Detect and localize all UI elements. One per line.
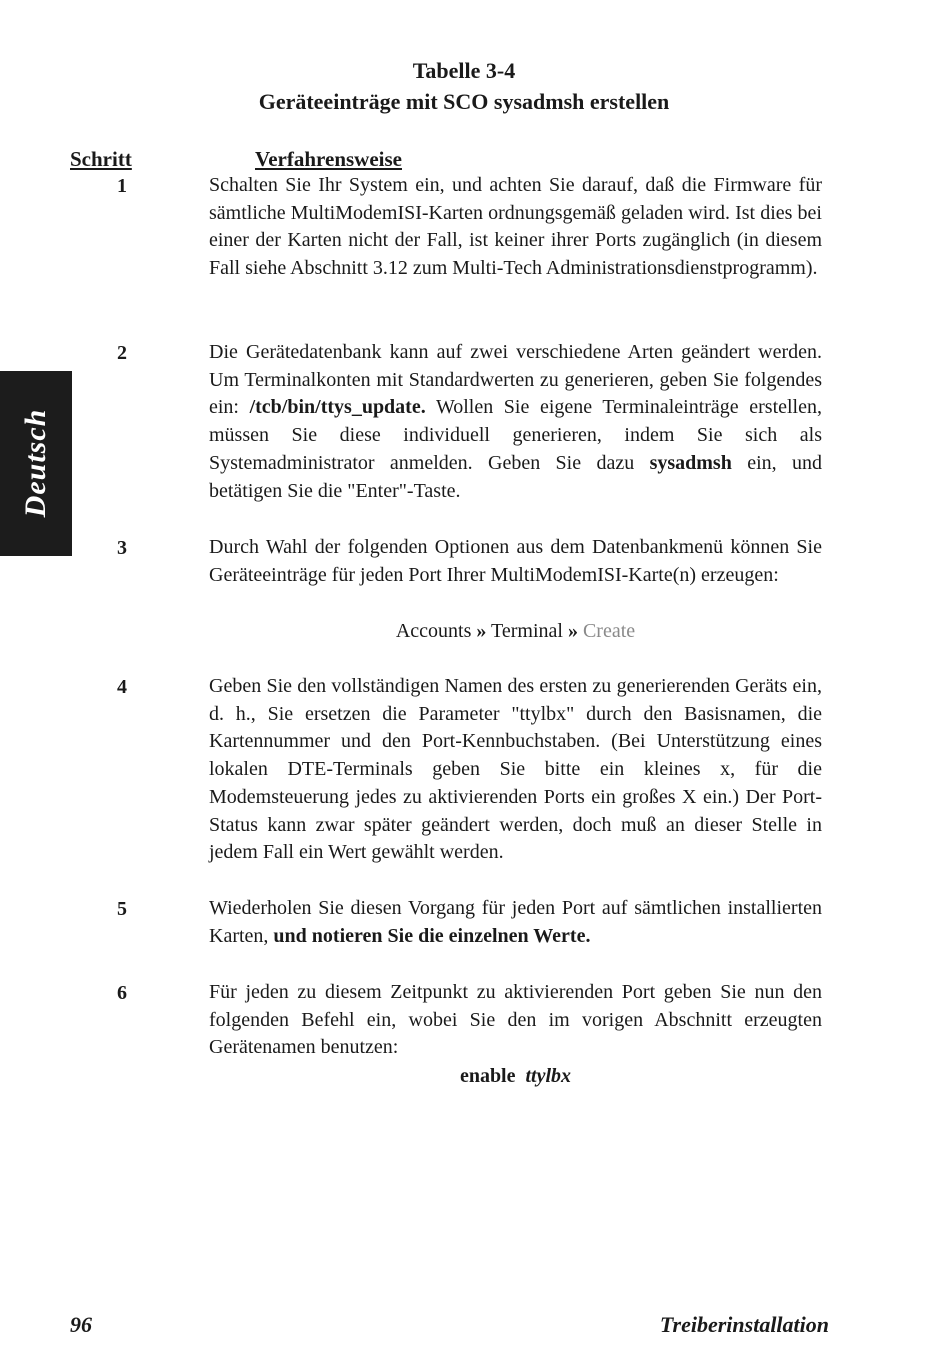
step-text: Geben Sie den vollständigen Namen des ersten zu generierenden Geräts ein, d. h., Sie ersetzen die Parameter "ttylbx" durch den Basisnamen, die Kartennummer und den Port-Kennbuchstaben. (Bei Unterstützung eines lokalen DTE-Terminals geben Sie bitte ein kleines x, für die Modemsteuerung jedes zu aktivierenden Ports ein großes X ein.) Der Port-Status kann zwar später geändert werden, doch muß an dieser Stelle in jedem Fall ein Wert gewählt werden.: [209, 675, 822, 864]
command-enable: enable: [459, 1065, 516, 1087]
step-text-part: Wollen Sie eigene Terminaleinträge erstellen, müssen Sie diese individuell generieren, indem Sie sich als Systemadministrator anmelden. Geben Sie dazu: [209, 396, 822, 474]
step-text-part: ein, und betätigen Sie die "Enter"-Taste.: [209, 451, 822, 502]
command-line: [209, 1062, 822, 1090]
menu-path-separator: »: [567, 620, 578, 642]
step-number: 6: [117, 982, 127, 1004]
step-text: Schalten Sie Ihr System ein, und achten Sie darauf, daß die Firmware für sämtliche MultiModemISI-Karten ordnungsgemäß geladen wird. Ist dies bei einer der Karten nicht der Fall, ist keiner ihrer Ports zugänglich (in diesem Fall siehe Abschnitt 3.12 zum Multi-Tech Administrationsdienstprogramm).: [209, 174, 822, 280]
menu-path-terminal: Terminal: [491, 620, 563, 642]
step-number: 3: [117, 537, 127, 559]
step-number: 4: [117, 676, 127, 698]
step-text-part: Wiederholen Sie diesen Vorgang für jeden Port auf sämtlichen installierten Karten,: [209, 897, 822, 947]
menu-path-separator: »: [476, 620, 487, 642]
step-text-part: Die Gerätedatenbank kann auf zwei verschiedene Arten geändert werden. Um Terminalkonten mit Standardwerten zu generieren, geben Sie folgendes ein:: [209, 341, 822, 419]
step-text: Für jeden zu diesem Zeitpunkt zu aktivierenden Port geben Sie nun den folgenden Befehl ein, wobei Sie den im vorigen Abschnitt erzeugten Gerätenamen benutzen:: [209, 981, 822, 1059]
command-argument: ttylbx: [525, 1065, 572, 1087]
page-number: 96: [70, 1312, 92, 1337]
command-sysadmsh: sysadmsh: [649, 451, 732, 474]
command-ttys-update: /tcb/bin/ttys_update.: [249, 396, 426, 419]
section-title: Treiberinstallation: [659, 1312, 829, 1337]
language-side-tab: [0, 371, 72, 556]
step-text: [209, 895, 822, 950]
step-text: Durch Wahl der folgenden Optionen aus dem Datenbankmenü können Sie Geräteeinträge für jeden Port Ihrer MultiModemISI-Karte(n) erzeugen:: [209, 536, 822, 586]
menu-path-create: Create: [582, 620, 636, 642]
menu-path-accounts: Accounts: [395, 620, 472, 642]
column-header-step: Schritt: [70, 147, 132, 171]
menu-path: [209, 617, 822, 645]
table-title: Geräteeinträge mit SCO sysadmsh erstellen: [258, 89, 670, 114]
step-number: 1: [117, 175, 127, 197]
language-tab-label: Deutsch: [19, 408, 52, 518]
step-number: 5: [117, 898, 127, 920]
step-text-emphasis: und notieren Sie die einzelnen Werte.: [273, 924, 591, 947]
column-header-procedure: Verfahrensweise: [255, 147, 402, 171]
table-label: Tabelle 3-4: [412, 58, 516, 83]
step-text: [209, 339, 822, 505]
step-number: 2: [117, 342, 127, 364]
